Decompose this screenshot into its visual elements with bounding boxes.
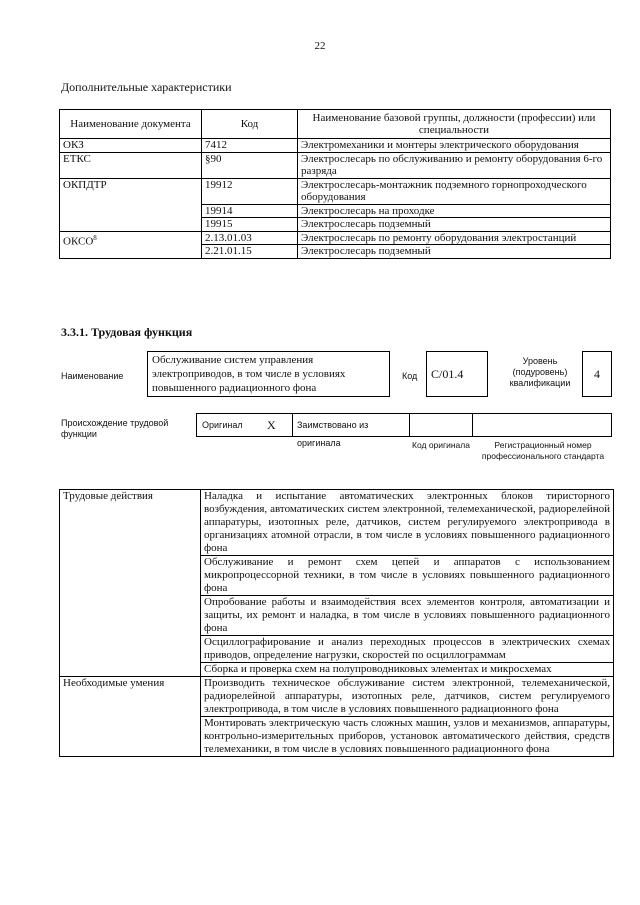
borrowed-cell — [292, 413, 410, 448]
action-item: Сборка и проверка схем на полупроводниковых элементах и микросхемах — [201, 663, 614, 677]
code-label: Код — [402, 371, 418, 381]
table-row — [60, 490, 614, 556]
original-cell — [196, 413, 293, 437]
cell-name: Электрослесарь подземный — [298, 218, 611, 232]
cell-code: 19912 — [202, 178, 298, 204]
cell-code: 19914 — [202, 204, 298, 218]
level-value-box: 4 — [582, 351, 612, 397]
cell-name: Электрослесарь по ремонту оборудования электростанций — [298, 231, 611, 245]
col-header-document: Наименование документа — [60, 110, 202, 139]
cell-code: §90 — [202, 152, 298, 178]
borrowed-label: Заимствовано из оригинала — [297, 420, 369, 448]
cell-name: Электрослесарь по обслуживанию и ремонту оборудования 6-го разряда — [298, 152, 611, 178]
reg-number-box — [472, 413, 612, 437]
reg-number-caption: Регистрационный номер профессионального стандарта — [481, 440, 605, 461]
cell-name: Электромеханики и монтеры электрического оборудования — [298, 139, 611, 153]
section-heading-additional: Дополнительные характеристики — [61, 80, 232, 94]
code-original-box — [409, 413, 473, 437]
page-number: 22 — [314, 40, 326, 52]
skill-item: Монтировать электрическую часть сложных машин, узлов и механизмов, аппаратуры, контрольно-измерительных приборов, установок автоматического действия, средств телемеханики, в том числе в условиях повышенного радиационного фона — [201, 717, 614, 757]
level-label: Уровень (подуровень) квалификации — [509, 356, 571, 388]
table-row — [60, 152, 611, 178]
cell-code: 19915 — [202, 218, 298, 232]
function-code-box: С/01.4 — [426, 351, 488, 397]
cell-name: Электрослесарь на проходке — [298, 204, 611, 218]
cell-name: Электрослесарь-монтажник подземного горнопроходческого оборудования — [298, 178, 611, 204]
original-mark: X — [267, 418, 276, 432]
cell-doc — [60, 231, 202, 258]
function-name-box: Обслуживание систем управления электроприводов, в том числе в условиях повышенного радиационного фона — [147, 351, 390, 397]
table-row — [60, 677, 614, 717]
skill-item: Производить техническое обслуживание систем электронной, телемеханической, радиорелейной аппаратуры, изотопных реле, датчиков, систем регулируемого электропривода, в том числе в условиях повышенного радиационного фона — [201, 677, 614, 717]
action-item: Наладка и испытание автоматических электронных блоков тиристорного возбуждения, автоматических систем электронной, телемеханической, радиорелейной аппаратуры, изотопных реле, датчиков, систем регулируемого электропривода в организациях атомной отрасли, в том числе в условиях повышенного радиационного фона — [201, 490, 614, 556]
cell-code: 7412 — [202, 139, 298, 153]
additional-characteristics-table — [59, 109, 611, 259]
footnote-mark: 8 — [93, 233, 97, 242]
cell-doc-text: ОКСО — [63, 235, 94, 248]
action-item: Опробование работы и взаимодействия всех элементов контроля, автоматизации и защиты, их ремонт и наладка, в том числе в условиях повышенного радиационного фона — [201, 596, 614, 636]
action-item: Обслуживание и ремонт схем цепей и аппаратов с использованием микропроцессорной техники, в том числе в условиях повышенного радиационного фона — [201, 556, 614, 596]
cell-doc: ОКЗ — [60, 139, 202, 153]
cell-code: 2.21.01.15 — [202, 245, 298, 259]
cell-code: 2.13.01.03 — [202, 231, 298, 245]
cell-doc: ЕТКС — [60, 152, 202, 178]
table-row — [60, 178, 611, 204]
cell-doc: ОКПДТР — [60, 178, 202, 231]
col-header-code: Код — [202, 110, 298, 139]
table-header-row — [60, 110, 611, 139]
cell-name: Электрослесарь подземный — [298, 245, 611, 259]
col-header-group-name: Наименование базовой группы, должности (профессии) или специальности — [298, 110, 611, 139]
actions-label: Трудовые действия — [60, 490, 201, 677]
original-label: Оригинал — [202, 420, 243, 430]
code-original-caption: Код оригинала — [412, 440, 470, 450]
origin-label: Происхождение трудовой функции — [61, 418, 169, 439]
section-heading-function: 3.3.1. Трудовая функция — [61, 325, 193, 339]
name-label: Наименование — [61, 371, 124, 381]
table-row — [60, 231, 611, 245]
table-row — [60, 139, 611, 153]
action-item: Осциллографирование и анализ переходных процессов в электрических схемах приводов, определение нагрузки, скоростей по осциллограммам — [201, 636, 614, 663]
function-details-table — [59, 489, 614, 757]
skills-label: Необходимые умения — [60, 677, 201, 757]
